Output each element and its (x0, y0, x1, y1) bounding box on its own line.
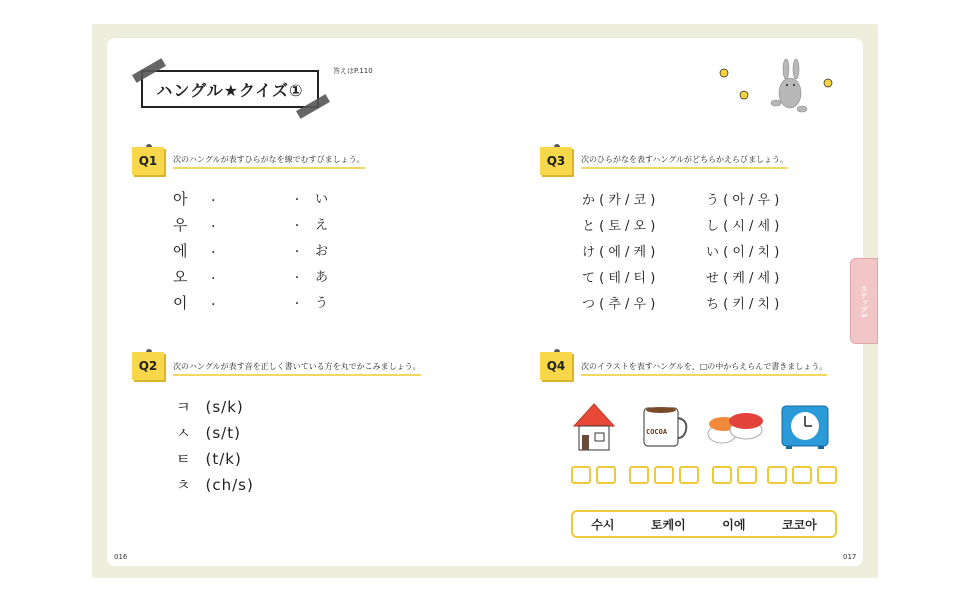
q4-instruction: 次のイラストを表すハングルを、□の中からえらんで書きましょう。 (581, 361, 827, 376)
answer-box[interactable] (596, 466, 616, 484)
q1-right-item: ・ い (292, 192, 330, 207)
q1-left-item: 아 ・ (173, 190, 220, 208)
q3-item: け ( 에 / 케 ) (582, 245, 656, 260)
answer-page-note: 答えはP.110 (333, 67, 373, 75)
answer-box[interactable] (737, 466, 757, 484)
mug-label: COCOA (646, 428, 668, 436)
q2-badge: Q2 (132, 352, 164, 380)
answer-box[interactable] (792, 466, 812, 484)
cocoa-mug-icon (640, 404, 690, 450)
q3-left-list (582, 189, 655, 319)
choice-word: 수시 (591, 517, 615, 532)
choice-word: 토케이 (650, 517, 686, 532)
q3-item: ち ( 키 / 치 ) (706, 297, 780, 312)
q1-right-item: ・ あ (292, 270, 330, 285)
q1-right-item: ・ お (292, 244, 330, 259)
q3-item: つ ( 추 / 우 ) (582, 297, 656, 312)
q1-right-item: ・ え (292, 218, 330, 233)
answer-box[interactable] (654, 466, 674, 484)
q1-left-item: 우 ・ (173, 216, 220, 234)
q1-right-list (292, 188, 329, 318)
q3-item: か ( 카 / 코 ) (582, 193, 656, 208)
flower-icon (720, 69, 832, 99)
q2-list (176, 396, 254, 500)
sushi-icon (704, 404, 766, 448)
clock-icon (780, 404, 832, 450)
q1-left-item: 오 ・ (173, 268, 220, 286)
q3-item: し ( 시 / 세 ) (706, 219, 780, 234)
house-icon (572, 402, 616, 452)
q2-row: ㅅ (s/t) (176, 424, 241, 442)
page-number-left: 016 (114, 553, 128, 561)
answer-box[interactable] (817, 466, 837, 484)
q3-item: い ( 이 / 치 ) (706, 245, 780, 260)
q1-left-item: 이 ・ (173, 294, 220, 312)
q3-item: と ( 토 / 오 ) (582, 219, 656, 234)
q3-item: て ( 테 / 티 ) (582, 271, 656, 286)
q3-item: う ( 아 / 우 ) (706, 193, 780, 208)
q2-instruction: 次のハングルが表す音を正しく書いている方を丸でかこみましょう。 (173, 361, 421, 376)
choice-word: 이에 (722, 517, 746, 532)
answer-box[interactable] (571, 466, 591, 484)
q1-left-list (173, 188, 219, 318)
q4-badge: Q4 (540, 352, 572, 380)
page-number-right: 017 (843, 553, 857, 561)
q1-badge: Q1 (132, 147, 164, 175)
q1-left-item: 에 ・ (173, 242, 220, 260)
q4-choice-box (571, 510, 837, 538)
q3-badge: Q3 (540, 147, 572, 175)
step-tab[interactable]: ステップ1 (850, 258, 878, 344)
answer-box[interactable] (767, 466, 787, 484)
rabbit-illustration (710, 55, 840, 125)
q3-instruction: 次のひらがなを表すハングルがどちらかえらびましょう。 (581, 154, 788, 169)
answer-box[interactable] (629, 466, 649, 484)
q2-row: ㅌ (t/k) (176, 450, 242, 468)
choice-word: 코코아 (781, 517, 817, 532)
answer-box[interactable] (679, 466, 699, 484)
q3-item: せ ( 케 / 세 ) (706, 271, 780, 286)
q3-right-list (706, 189, 779, 319)
q2-row: ㅊ (ch/s) (176, 476, 254, 494)
page-title: ハングル★クイズ① (141, 70, 319, 108)
q2-row: ㅋ (s/k) (176, 398, 244, 416)
q1-instruction: 次のハングルが表すひらがなを線でむすびましょう。 (173, 154, 365, 169)
q1-right-item: ・ う (292, 296, 330, 311)
answer-box[interactable] (712, 466, 732, 484)
